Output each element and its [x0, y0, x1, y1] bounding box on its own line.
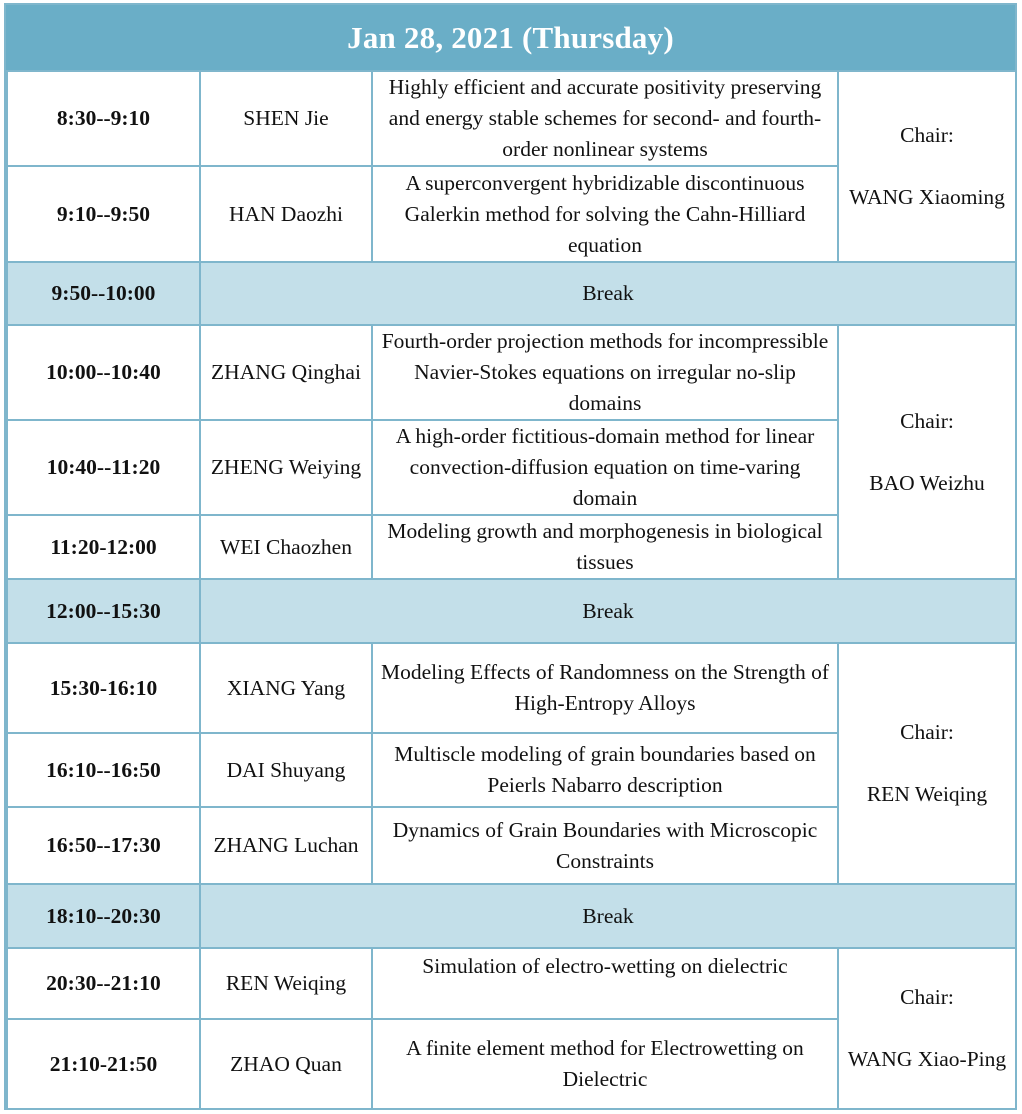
- speaker-name: SHEN Jie: [200, 71, 372, 166]
- talk-row: [7, 71, 1016, 166]
- talk-time: 20:30--21:10: [7, 948, 200, 1019]
- chair-name: WANG Xiaoming: [849, 185, 1005, 209]
- talk-title: Dynamics of Grain Boundaries with Microscopic Constraints: [372, 807, 838, 884]
- schedule-sheet: [4, 3, 1017, 1110]
- break-row: [7, 579, 1016, 643]
- talk-title: Fourth-order projection methods for incompressible Navier-Stokes equations on irregular no-slip domains: [372, 325, 838, 420]
- session-chair: [838, 948, 1016, 1109]
- talk-title: A finite element method for Electrowetting on Dielectric: [372, 1019, 838, 1109]
- talk-title: Modeling growth and morphogenesis in biological tissues: [372, 515, 838, 579]
- speaker-name: WEI Chaozhen: [200, 515, 372, 579]
- talk-time: 9:10--9:50: [7, 166, 200, 262]
- speaker-name: ZHENG Weiying: [200, 420, 372, 515]
- break-label: Break: [200, 262, 1016, 325]
- talk-time: 10:00--10:40: [7, 325, 200, 420]
- talk-title: Multiscle modeling of grain boundaries based on Peierls Nabarro description: [372, 733, 838, 807]
- day-title: Jan 28, 2021 (Thursday): [6, 5, 1015, 70]
- talk-row: [7, 948, 1016, 1019]
- talk-time: 10:40--11:20: [7, 420, 200, 515]
- speaker-name: HAN Daozhi: [200, 166, 372, 262]
- chair-label: Chair:: [900, 720, 954, 744]
- break-row: [7, 884, 1016, 948]
- talk-title: Highly efficient and accurate positivity preserving and energy stable schemes for second- and fourth-order nonlinear systems: [372, 71, 838, 166]
- talk-time: 21:10-21:50: [7, 1019, 200, 1109]
- break-time: 12:00--15:30: [7, 579, 200, 643]
- talk-row: [7, 643, 1016, 733]
- talk-time: 16:50--17:30: [7, 807, 200, 884]
- session-chair: [838, 325, 1016, 579]
- speaker-name: REN Weiqing: [200, 948, 372, 1019]
- chair-name: REN Weiqing: [866, 782, 988, 806]
- session-chair: [838, 643, 1016, 884]
- talk-time: 16:10--16:50: [7, 733, 200, 807]
- talk-title: Simulation of electro-wetting on dielectric: [372, 948, 838, 1019]
- talk-time: 8:30--9:10: [7, 71, 200, 166]
- speaker-name: ZHANG Qinghai: [200, 325, 372, 420]
- talk-title: Modeling Effects of Randomness on the Strength of High-Entropy Alloys: [372, 643, 838, 733]
- speaker-name: ZHANG Luchan: [200, 807, 372, 884]
- break-time: 9:50--10:00: [7, 262, 200, 325]
- speaker-name: ZHAO Quan: [200, 1019, 372, 1109]
- session-chair: [838, 71, 1016, 262]
- break-row: [7, 262, 1016, 325]
- chair-name: BAO Weizhu: [869, 470, 985, 495]
- chair-label: Chair:: [900, 408, 954, 433]
- talk-time: 15:30-16:10: [7, 643, 200, 733]
- chair-label: Chair:: [900, 985, 954, 1009]
- break-label: Break: [200, 884, 1016, 948]
- chair-name: WANG Xiao-Ping: [847, 1047, 1007, 1071]
- break-label: Break: [200, 579, 1016, 643]
- talk-row: [7, 325, 1016, 420]
- speaker-name: DAI Shuyang: [200, 733, 372, 807]
- schedule-table: [6, 70, 1017, 1110]
- talk-title: A superconvergent hybridizable discontinuous Galerkin method for solving the Cahn-Hilliard equation: [372, 166, 838, 262]
- chair-label: Chair:: [900, 123, 954, 147]
- talk-title: A high-order fictitious-domain method for linear convection-diffusion equation on time-varing domain: [372, 420, 838, 515]
- talk-time: 11:20-12:00: [7, 515, 200, 579]
- speaker-name: XIANG Yang: [200, 643, 372, 733]
- break-time: 18:10--20:30: [7, 884, 200, 948]
